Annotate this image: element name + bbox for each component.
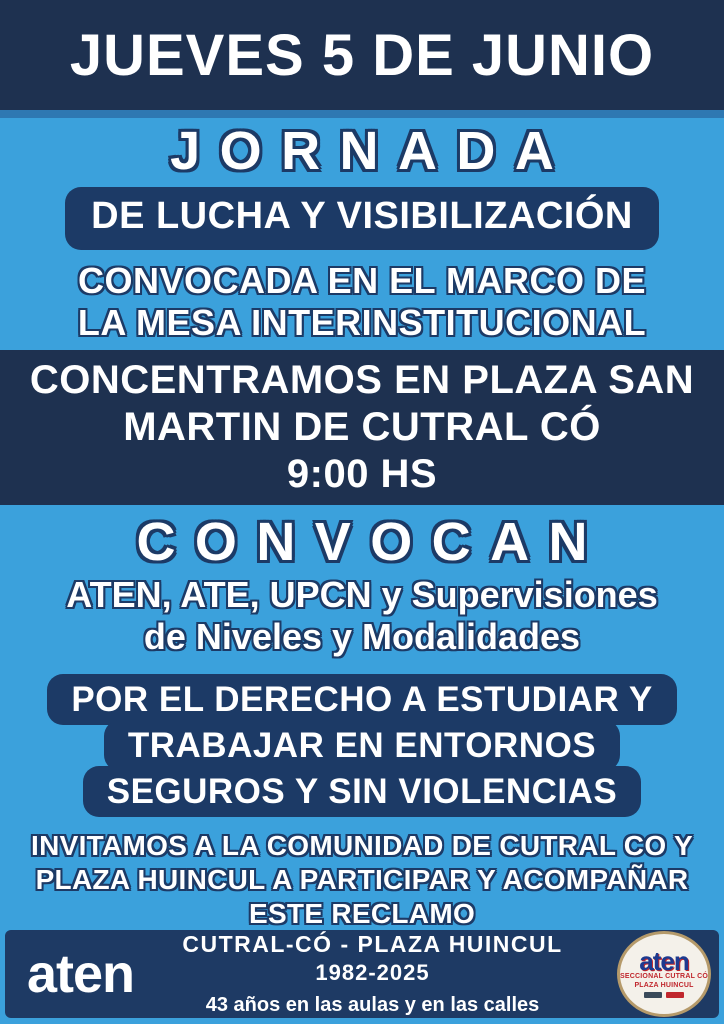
footer-banner <box>5 930 719 1018</box>
convocan-orgs <box>0 574 724 658</box>
aten-seal-wordmark: aten <box>639 945 689 976</box>
convocan-orgs-line-1: ATEN, ATE, UPCN y Supervisiones <box>66 574 658 616</box>
divider-strip <box>0 110 724 118</box>
meeting-line-1: CONCENTRAMOS EN PLAZA SAN <box>29 357 695 402</box>
event-date-banner <box>0 0 724 110</box>
convocan-section <box>0 505 724 930</box>
convocan-orgs-line-2: de Niveles y Modalidades <box>143 616 581 658</box>
demand-row-2 <box>0 725 724 771</box>
demand-line-2: TRABAJAR EN ENTORNOS <box>104 720 620 771</box>
aten-wordmark: aten <box>27 944 135 1004</box>
invitation-line-1: INVITAMOS A LA COMUNIDAD DE CUTRAL CO Y <box>31 829 693 861</box>
aten-seal-affiliate-logos <box>644 992 684 998</box>
affiliate-logo-red-icon <box>666 992 684 998</box>
context-line-1: CONVOCADA EN EL MARCO DE <box>77 260 647 302</box>
footer-years: 1982-2025 <box>315 960 430 985</box>
footer-area <box>0 930 724 1024</box>
meeting-banner <box>0 350 724 505</box>
aten-seal-plaza: PLAZA HUINCUL <box>634 981 694 989</box>
jornada-section <box>0 118 724 350</box>
affiliate-logo-dark-icon <box>644 992 662 998</box>
invitation-line-3: ESTE RECLAMO <box>248 898 476 930</box>
footer-slogan: 43 años en las aulas y en las calles <box>205 994 540 1016</box>
aten-seal-logo <box>617 931 711 1017</box>
demand-row-1 <box>0 674 724 725</box>
invitation-text <box>0 829 724 930</box>
demand-line-1: POR EL DERECHO A ESTUDIAR Y <box>47 674 676 725</box>
footer-location: CUTRAL-CÓ - PLAZA HUINCUL <box>182 931 563 957</box>
invitation-line-2: PLAZA HUINCUL A PARTICIPAR Y ACOMPAÑAR <box>35 864 689 896</box>
lucha-box-row <box>0 181 724 250</box>
lucha-subtitle-box: DE LUCHA Y VISIBILIZACIÓN <box>65 187 659 250</box>
event-date-text: JUEVES 5 DE JUNIO <box>69 22 655 88</box>
aten-seal-seccional: SECCIONAL CUTRAL CÓ <box>620 973 708 981</box>
jornada-title: JORNADA <box>170 121 574 181</box>
meeting-line-2: MARTIN DE CUTRAL CÓ <box>123 404 601 449</box>
meeting-time: 9:00 HS <box>286 452 438 497</box>
context-text <box>0 260 724 343</box>
context-line-2: LA MESA INTERINSTITUCIONAL <box>77 301 647 343</box>
demand-row-3 <box>0 771 724 817</box>
demand-highlight <box>0 674 724 817</box>
convocan-title: CONVOCAN <box>136 512 607 572</box>
demand-line-3: SEGUROS Y SIN VIOLENCIAS <box>83 766 642 817</box>
footer-center-text <box>134 931 617 1017</box>
